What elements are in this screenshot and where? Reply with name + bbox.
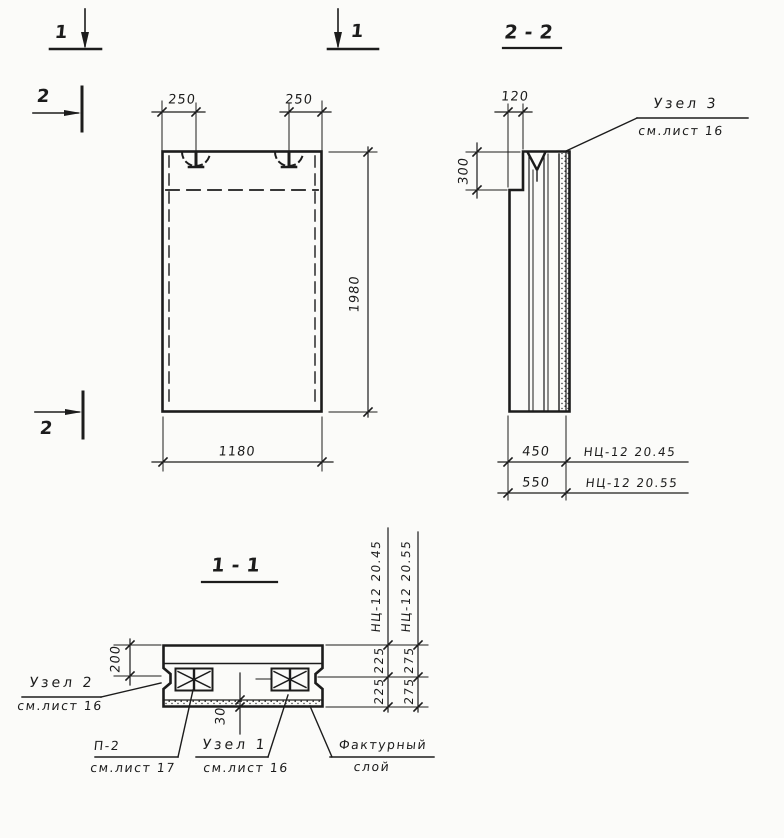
callout-p2: П-2 xyxy=(93,737,122,753)
cut-mark-1-left-label: 1 xyxy=(53,22,69,43)
callout-node-1-sheet: см.лист 16 xyxy=(202,759,290,775)
callout-node-2: Узел 2 xyxy=(28,675,96,691)
callout-facing-layer-word1: Фактурный xyxy=(338,736,428,752)
section-1-1-title: 1-1 xyxy=(210,554,268,577)
callout-node-1: Узел 1 xyxy=(201,737,269,753)
dim-250-left: 250 xyxy=(167,92,197,108)
dim-250-right: 250 xyxy=(284,92,314,108)
mark-nc-12-20-55: НЦ-12 20.55 xyxy=(584,476,680,490)
section-cut-marks xyxy=(33,9,378,438)
callout-p2-sheet: см.лист 17 xyxy=(89,759,177,775)
cut-mark-2-bottom-label: 2 xyxy=(38,418,54,439)
dim-550: 550 xyxy=(521,475,551,491)
dim-1980: 1980 xyxy=(347,274,363,314)
dim-275-upper: 275 xyxy=(402,645,416,675)
dim-120: 120 xyxy=(500,89,530,105)
dim-275-lower: 275 xyxy=(402,676,416,706)
dim-450: 450 xyxy=(521,444,551,460)
column-mark-nc-12-20-55: НЦ-12 20.55 xyxy=(399,538,413,634)
callout-facing-layer-word2: слой xyxy=(352,758,392,774)
section-2-2-linework xyxy=(466,48,748,500)
dim-300: 300 xyxy=(456,156,472,186)
callout-node-3-sheet: см.лист 16 xyxy=(637,122,725,138)
front-view-linework xyxy=(152,101,377,471)
dim-225-lower: 225 xyxy=(372,676,386,706)
dim-200: 200 xyxy=(108,644,124,674)
callout-node-3: Узел 3 xyxy=(652,96,720,112)
cut-mark-2-top-label: 2 xyxy=(35,86,51,107)
mark-nc-12-20-45: НЦ-12 20.45 xyxy=(582,445,678,459)
dim-225-upper: 225 xyxy=(372,645,386,675)
dim-1180: 1180 xyxy=(217,444,257,460)
cut-mark-1-right-label: 1 xyxy=(349,21,365,42)
column-mark-nc-12-20-45: НЦ-12 20.45 xyxy=(369,538,383,634)
section-2-2-title: 2-2 xyxy=(503,21,561,44)
dim-30: 30 xyxy=(213,705,229,727)
callout-node-2-sheet: см.лист 16 xyxy=(16,697,104,713)
